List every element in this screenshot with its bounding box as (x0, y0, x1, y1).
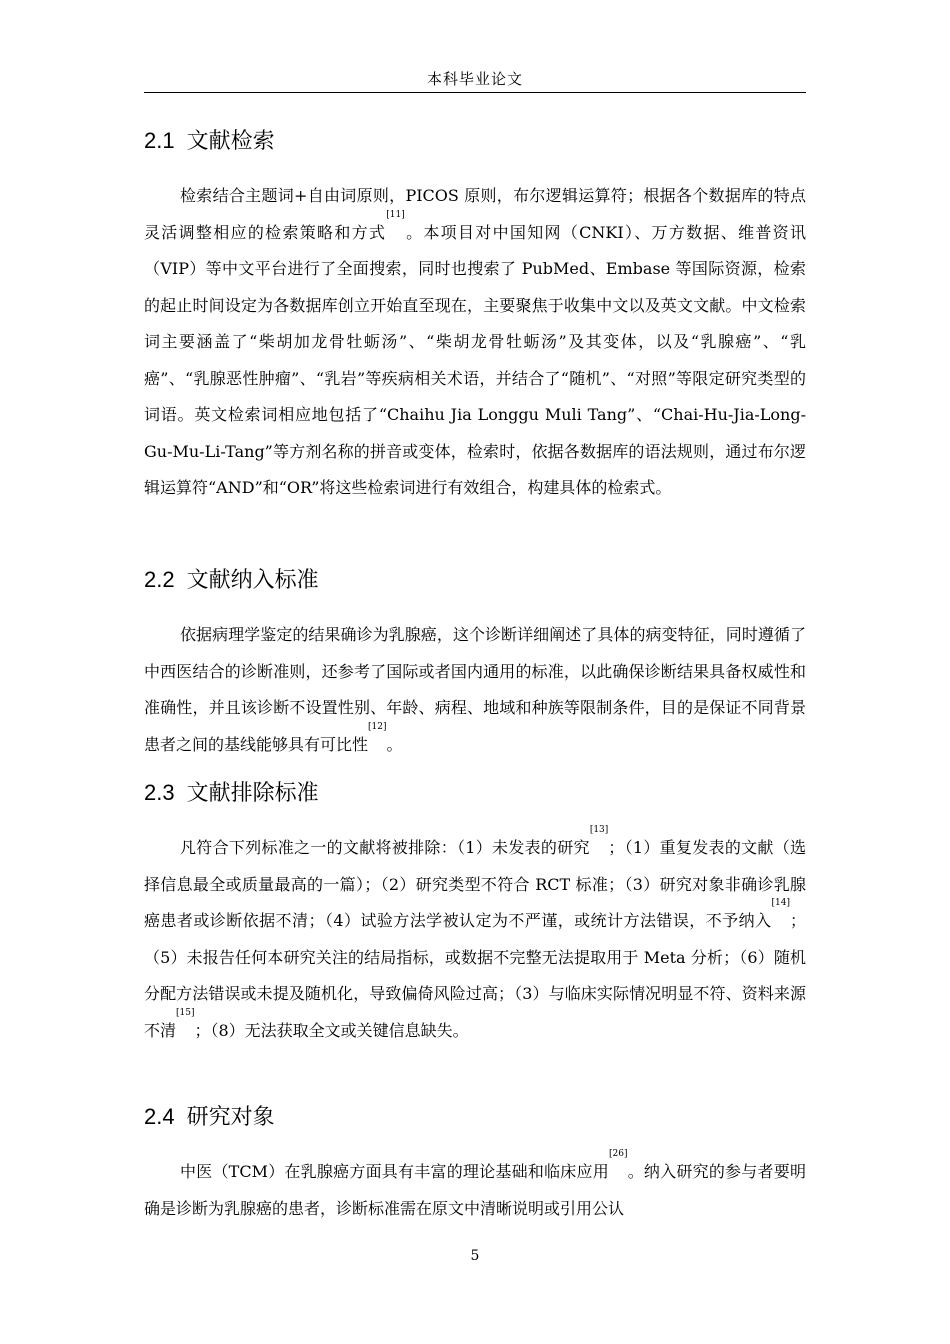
section-2-4 (144, 1100, 806, 1227)
text-run: 凡符合下列标准之一的文献将被排除：（1）未发表的研究 (180, 838, 590, 857)
paragraph (144, 617, 806, 763)
paragraph (144, 1149, 806, 1227)
section-title: 文献纳入标准 (186, 568, 319, 593)
section-heading (144, 124, 806, 158)
section-number: 2.2 (144, 567, 175, 592)
section-heading (144, 1100, 806, 1134)
section-number: 2.3 (144, 780, 175, 805)
paragraph (144, 178, 806, 507)
paragraph (144, 825, 806, 1049)
running-header: 本科毕业论文 (144, 68, 806, 93)
citation-ref: [13] (589, 825, 609, 835)
page-number: 5 (470, 1248, 480, 1264)
section-title: 研究对象 (186, 1105, 275, 1130)
text-run: ；（1）重复发表的文献（选择信息最全或质量最高的一篇）；（2）研究类型不符合 RCT 标准；（3）研究对象非确诊乳腺癌患者或诊断依据不清；（4）试验方法学被认定为不严谨，或统计方法错误，不予纳入 (144, 838, 806, 930)
section-2-3 (144, 776, 806, 1049)
section-title: 文献检索 (186, 129, 275, 154)
section-heading (144, 563, 806, 597)
text-run: 依据病理学鉴定的结果确诊为乳腺癌，这个诊断详细阐述了具体的病变特征，同时遵循了中西医结合的诊断准则，还参考了国际或者国内通用的标准，以此确保诊断结果具备权威性和准确性，并且该诊断不设置性别、年龄、病程、地域和种族等限制条件，目的是保证不同背景患者之间的基线能够具有可比性 (144, 625, 806, 754)
section-2-2 (144, 563, 806, 763)
text-run: ；（8）无法获取全文或关键信息缺失。 (194, 1020, 469, 1040)
citation-ref: [15] (176, 1007, 195, 1018)
text-run: ；（5）未报告任何本研究关注的结局指标，或数据不完整无法提取用于 Meta 分析；（6）随机分配方法错误或未提及随机化，导致偏倚风险过高；（3）与临床实际情况明显不符、资料来源不清 (144, 911, 806, 1040)
text-run: 检索结合主题词+自由词原则，PICOS 原则，布尔逻辑运算符；根据各个数据库的特点灵活调整相应的检索策略和方式 (144, 186, 806, 242)
text-run: 。本项目对中国知网（CNKI）、万方数据、维普资讯（VIP）等中文平台进行了全面搜索，同时也搜索了 PubMed、Embase 等国际资源，检索的起止时间设定为各数据库创立开始直至现在，主要聚焦于收集中文以及英文文献。中文检索词主要涵盖了“柴胡加龙骨牡蛎汤”、“柴胡龙骨牡蛎汤”及其变体，以及“乳腺癌”、“乳癌”、“乳腺恶性肿瘤”、“乳岩”等疾病相关术语，并结合了“随机”、“对照”等限定研究类型的词语。英文检索词相应地包括了“Chaihu Jia Longgu Muli Tang”、“Chai-Hu-Jia-Long-Gu-Mu-Li-Tang”等方剂名称的拼音或变体，检索时，依据各数据库的语法规则，通过布尔逻辑运算符“AND”和“OR”将这些检索词进行有效组合，构建具体的检索式。 (144, 222, 806, 497)
text-run: 。 (386, 734, 403, 754)
citation-ref: [12] (368, 721, 387, 732)
citation-ref: [11] (386, 209, 405, 220)
citation-ref: [26] (608, 1149, 628, 1159)
text-run: 中医（TCM）在乳腺癌方面具有丰富的理论基础和临床应用 (180, 1162, 609, 1181)
section-number: 2.1 (144, 128, 175, 153)
text-run: 。纳入研究的参与者要明确是诊断为乳腺癌的患者，诊断标准需在原文中清晰说明或引用公认 (144, 1162, 806, 1218)
citation-ref: [14] (771, 898, 790, 908)
section-number: 2.4 (144, 1104, 175, 1129)
section-title: 文献排除标准 (186, 781, 319, 806)
section-heading (144, 776, 806, 810)
section-2-1 (144, 124, 806, 507)
